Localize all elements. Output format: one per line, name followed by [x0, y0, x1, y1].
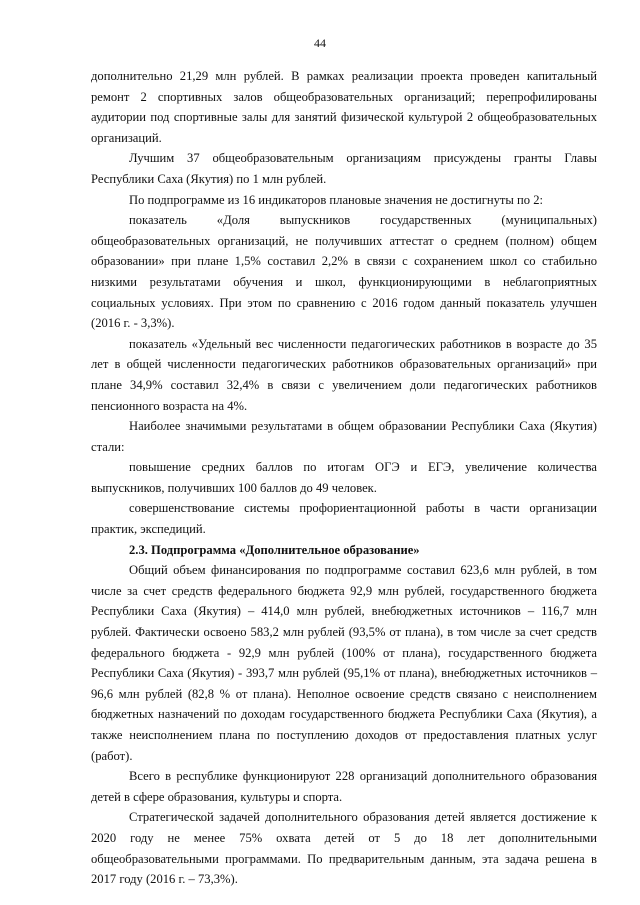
- paragraph-indicators-summary: По подпрограмме из 16 индикаторов плановые значения не достигнуты по 2:: [129, 192, 543, 207]
- paragraph-grants: Лучшим 37 общеобразовательным организациям присуждены гранты Главы Республики Саха (Якутия) по 1 млн рублей.: [91, 151, 597, 186]
- paragraph-result-career-guidance: совершенствование системы профориентационной работы в части организации практик, экспедиций.: [91, 501, 597, 537]
- paragraph-strategic-goal: Стратегической задачей дополнительного образования детей является достижение к 2020 году не менее 75% охвата детей от 5 до 18 лет дополнительными общеобразовательными программами. По предварительным данным, эта задача решена в 2017 году (2016 г. – 73,3%).: [91, 810, 597, 887]
- paragraph-sports-halls: дополнительно 21,29 млн рублей. В рамках реализации проекта проведен капитальный ремонт 2 спортивных залов общеобразовательных организаций; перепрофилированы аудитории под спортивные залы для занятий физической культурой 2 общеобразовательных организаций.: [91, 69, 597, 145]
- paragraph-indicator-teachers: показатель «Удельный вес численности педагогических работников в возрасте до 35 лет в общей численности педагогических работников образовательных организаций» при плане 34,9% составил 32,4% в связи с увеличением доли педагогических работников пенсионного возраста на 4%.: [91, 336, 597, 413]
- document-body: [91, 66, 597, 890]
- paragraph-result-exam-scores: повышение средних баллов по итогам ОГЭ и ЕГЭ, увеличение количества выпускников, получивших 100 баллов до 49 человек.: [91, 460, 597, 495]
- paragraph-organizations-count: Всего в республике функционируют 228 организаций дополнительного образования детей в сфере образования, культуры и спорта.: [91, 769, 597, 804]
- paragraph-funding: Общий объем финансирования по подпрограмме составил 623,6 млн рублей, в том числе за счет средств федерального бюджета 92,9 млн рублей, государственного бюджета Республики Саха (Якутия) – 414,0 млн рублей, внебюджетных источников – 116,7 млн рублей. Фактически освоено 583,2 млн рублей (93,5% от плана), в том числе за счет средств федерального бюджета - 92,9 млн рублей (100% от плана), государственного бюджета Республики Саха (Якутия) - 393,7 млн рублей (95,1% от плана), внебюджетных источников – 96,6 млн рублей (82,8 % от плана). Неполное освоение средств связано с неисполнением бюджетных назначений по доходам государственного бюджета Республики Саха (Якутия), а также неисполнением плана по поступлению доходов от предоставления платных услуг (работ).: [91, 563, 597, 763]
- section-heading: 2.3. Подпрограмма «Дополнительное образование»: [129, 542, 420, 557]
- paragraph-indicator-graduates: показатель «Доля выпускников государственных (муниципальных) общеобразовательных организаций, не получивших аттестат о среднем (полном) общем образовании» при плане 1,5% составил 2,2% в связи с сохранением школ со стабильно низкими результатами обучения и школ, функционирующими в неблагоприятных социальных условиях. При этом по сравнению с 2016 годом данный показатель улучшен (2016 г. - 3,3%).: [91, 213, 597, 331]
- page-number: 44: [314, 36, 326, 50]
- paragraph-results-intro: Наиболее значимыми результатами в общем образовании Республики Саха (Якутия) стали:: [91, 419, 597, 454]
